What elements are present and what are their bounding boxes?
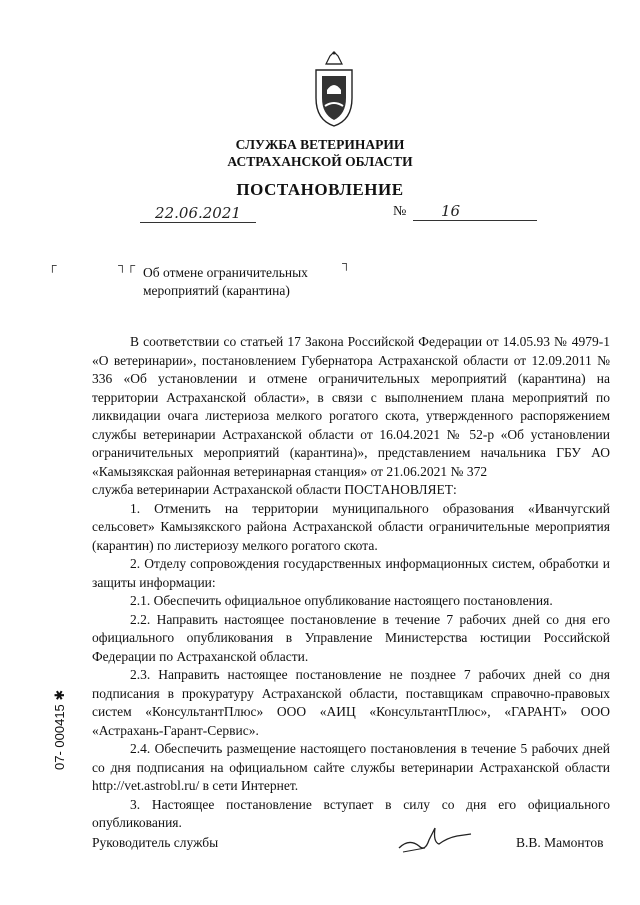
corner-mark-right: ┐	[342, 256, 351, 270]
clause-1: 1. Отменить на территории муниципального образования «Иванчугский сельсовет» Камызякского района Астраханской области ограничительные мероприятия (карантин) по листериозу мелкого рогатого скота.	[92, 500, 610, 553]
document-number: 16	[413, 202, 537, 221]
clause-2-4: 2.4. Обеспечить размещение настоящего постановления в течение 5 рабочих дней со дня подписания на официальном сайте службы ветеринарии Астраханской области http://vet.astrobl.ru/ в сети Интернет.	[92, 741, 610, 793]
clause-2-3: 2.3. Направить настоящее постановление не позднее 7 рабочих дней со дня подписания в прокуратуру Астраханской области, поставщикам справочно-правовых систем «КонсультантПлюс» ООО «АИЦ «КонсультантПлюс», «ГАРАНТ» ООО «Астрахань-Гарант-Сервис».	[92, 667, 610, 738]
clause-2-1: 2.1. Обеспечить официальное опубликование настоящего постановления.	[130, 593, 553, 608]
document-type: ПОСТАНОВЛЕНИЕ	[236, 180, 404, 199]
subject-line2: мероприятий (карантина)	[143, 283, 290, 298]
document-body	[92, 333, 610, 833]
org-name-line1: СЛУЖБА ВЕТЕРИНАРИИ	[235, 137, 405, 152]
clause-3: 3. Настоящее постановление вступает в силу со дня его официального опубликования.	[92, 796, 610, 830]
signer-name: В.В. Мамонтов	[516, 835, 604, 850]
resolution-paragraph: служба ветеринарии Астраханской области ПОСТАНОВЛЯЕТ:	[92, 482, 457, 497]
preamble-paragraph: В соответствии со статьей 17 Закона Российской Федерации от 14.05.93 № 4979-1 «О ветеринарии», постановлением Губернатора Астраханской области от 12.09.2011 № 336 «Об установлении и отмене ограничительных мероприятий (карантина) на территории Астраханской области», в связи с выполнением плана мероприятий по ликвидации очага листериоза мелкого рогатого скота, утвержденного распоряжением службы ветеринарии Астраханской области от 16.04.2021 № 52-р «Об установлении ограничительных мероприятий (карантина)», представлением начальника ГБУ АО «Камызякская районная ветеринарная станция» от 21.06.2021 № 372	[92, 334, 610, 479]
handwritten-signature-icon	[395, 818, 475, 858]
number-label: №	[393, 204, 407, 219]
corner-mark-subject: ┐┌	[118, 258, 136, 272]
subject-line1: Об отмене ограничительных	[143, 265, 308, 280]
document-date: 22.06.2021	[140, 204, 256, 223]
clause-2-2: 2.2. Направить настоящее постановление в течение 7 рабочих дней со дня его официального опубликования в Управление Министерства юстиции Российской Федерации по Астраханской области.	[92, 611, 610, 664]
coat-of-arms-icon	[310, 50, 358, 128]
clause-2: 2. Отделу сопровождения государственных информационных систем, обработки и защиты информации:	[92, 556, 610, 590]
signer-position: Руководитель службы	[92, 835, 219, 850]
corner-mark-left: ┌	[48, 258, 57, 272]
side-registration-code: 07- 000415 ✱	[52, 689, 67, 770]
org-name-line2: АСТРАХАНСКОЙ ОБЛАСТИ	[227, 154, 413, 169]
subject	[143, 264, 343, 300]
